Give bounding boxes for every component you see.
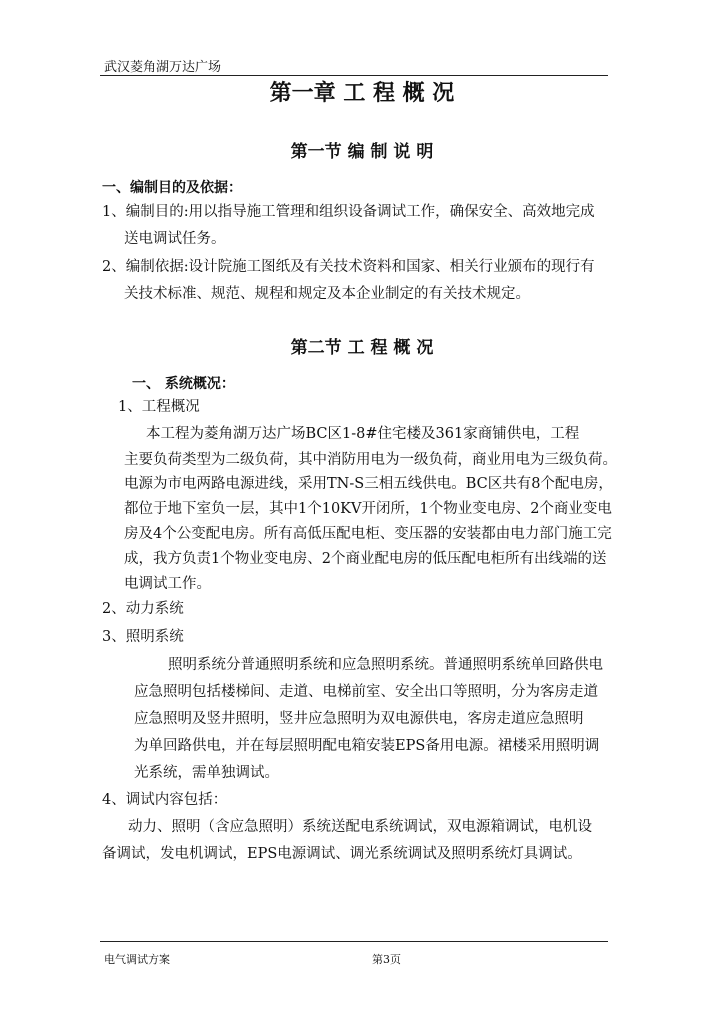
overview-line-3: 电源为市电两路电源进线，采用TN-S三相五线供电。BC区共有8个配电房， — [124, 476, 613, 492]
purpose-line-2: 送电调试任务。 — [124, 231, 226, 247]
subheading-power: 2、动力系统 — [102, 601, 184, 617]
overview-line-1: 本工程为菱角湖万达广场BC区1-8#住宅楼及361家商铺供电，工程 — [146, 426, 580, 442]
footer-page-number: 第3页 — [372, 953, 401, 966]
subheading-test-content: 4、调试内容包括： — [102, 792, 228, 808]
subheading-overview: 1、工程概况 — [118, 399, 200, 415]
overview-line-7: 电调试工作。 — [124, 576, 211, 592]
lighting-line-2: 应急照明包括楼梯间、走道、电梯前室、安全出口等照明，分为客房走道 — [134, 684, 598, 700]
lighting-line-1: 照明系统分普通照明系统和应急照明系统。普通照明系统单回路供电 — [168, 657, 603, 673]
test-content-line-1: 动力、照明（含应急照明）系统送配电系统调试，双电源箱调试，电机设 — [128, 819, 592, 835]
footer-divider — [100, 941, 608, 942]
lighting-line-5: 光系统，需单独调试。 — [134, 765, 279, 781]
overview-line-2: 主要负荷类型为二级负荷，其中消防用电为一级负荷，商业用电为三级负荷。 — [124, 452, 617, 468]
footer-document-name: 电气调试方案 — [104, 953, 170, 966]
basis-line-1: 2、编制依据:设计院施工图纸及有关技术资料和国家、相关行业颁布的现行有 — [102, 259, 595, 275]
purpose-line-1: 1、编制目的:用以指导施工管理和组织设备调试工作，确保安全、高效地完成 — [102, 204, 595, 220]
overview-line-4: 都位于地下室负一层，其中1个10KV开闭所，1个物业变电房、2个商业变电 — [124, 501, 612, 517]
test-content-line-2: 备调试，发电机调试，EPS电源调试、调光系统调试及照明系统灯具调试。 — [102, 846, 582, 862]
subheading-lighting: 3、照明系统 — [102, 629, 184, 645]
section-1-title: 第一节 编 制 说 明 — [290, 142, 434, 162]
basis-line-2: 关技术标准、规范、规程和规定及本企业制定的有关技术规定。 — [124, 286, 530, 302]
section-2-heading: 一、 系统概况： — [132, 376, 235, 392]
chapter-title: 第一章 工 程 概 况 — [269, 81, 455, 106]
overview-line-6: 成，我方负责1个物业变电房、2个商业配电房的低压配电柜所有出线端的送 — [124, 551, 607, 567]
header-project-name: 武汉菱角湖万达广场 — [104, 60, 222, 75]
lighting-line-4: 为单回路供电，并在每层照明配电箱安装EPS备用电源。裙楼采用照明调 — [134, 738, 600, 754]
overview-line-5: 房及4个公变配电房。所有高低压配电柜、变压器的安装都由电力部门施工完 — [124, 526, 612, 542]
section-2-title: 第二节 工 程 概 况 — [290, 338, 434, 358]
lighting-line-3: 应急照明及竖井照明，竖井应急照明为双电源供电，客房走道应急照明 — [134, 711, 584, 727]
section-1-heading: 一、编制目的及依据： — [102, 180, 242, 196]
